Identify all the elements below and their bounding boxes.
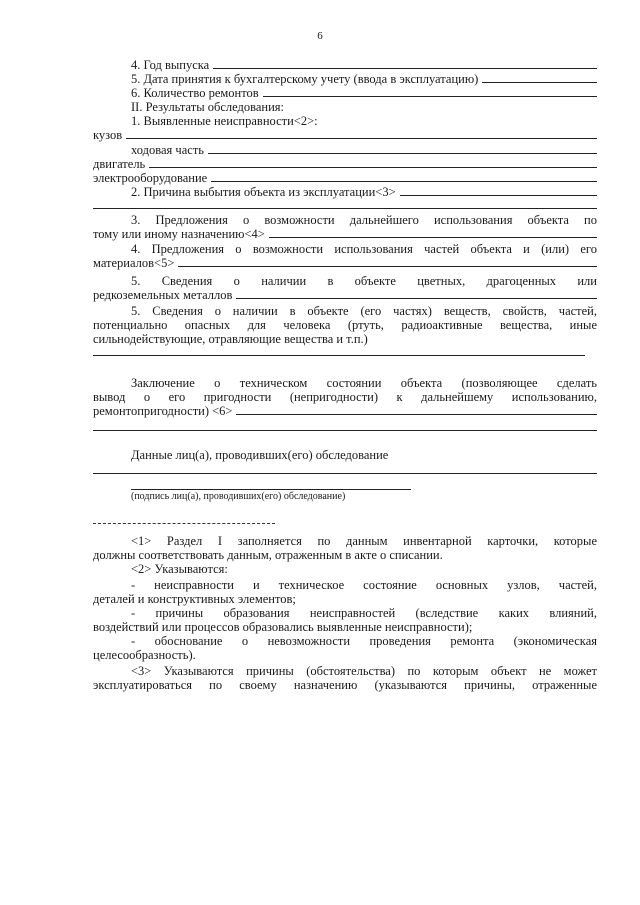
inspectors-label: Данные лиц(а), проводивших(его) обследование bbox=[131, 448, 389, 462]
proposals-use-line2: тому или иному назначению<4> bbox=[93, 227, 265, 241]
proposals-use-row bbox=[93, 227, 597, 241]
footnotes-separator bbox=[93, 523, 275, 524]
signature-caption: (подпись лиц(а), проводивших(его) обследование) bbox=[131, 491, 346, 502]
acceptance-date-label: 5. Дата принятия к бухгалтерскому учету (ввода в эксплуатацию) bbox=[131, 72, 479, 86]
repairs-count-label: 6. Количество ремонтов bbox=[131, 86, 259, 100]
hazardous-info-field[interactable] bbox=[93, 355, 585, 356]
proposals-parts-line1: 4. Предложения о возможности использования частей объекта и (или) его bbox=[131, 242, 597, 256]
chassis-label: ходовая часть bbox=[131, 143, 204, 157]
conclusion-line3: ремонтопригодности) <6> bbox=[93, 404, 233, 418]
proposals-parts-field[interactable] bbox=[178, 266, 597, 267]
proposals-use-field[interactable] bbox=[269, 237, 597, 238]
repairs-count-row bbox=[131, 86, 597, 100]
metals-info-line1: 5. Сведения о наличии в объекте цветных, драгоценных или bbox=[131, 274, 597, 288]
year-of-manufacture-label: 4. Год выпуска bbox=[131, 58, 210, 72]
reason-field[interactable] bbox=[400, 195, 597, 196]
year-of-manufacture-row bbox=[131, 58, 597, 72]
proposals-parts-row bbox=[93, 256, 597, 270]
conclusion-line2: вывод о его пригодности (непригодности) к дальнейшему использованию, bbox=[93, 390, 597, 404]
year-of-manufacture-field[interactable] bbox=[213, 68, 597, 69]
body-label: кузов bbox=[93, 128, 123, 142]
hazardous-info-line2: потенциально опасных для человека (ртуть, радиоактивные вещества, иные bbox=[93, 318, 597, 332]
reason-extra-line[interactable] bbox=[93, 208, 597, 209]
metals-info-field[interactable] bbox=[236, 298, 597, 299]
conclusion-row bbox=[93, 404, 597, 418]
footnote-2-bullet3-line1: - обоснование о невозможности проведения ремонта (экономическая bbox=[131, 634, 597, 648]
hazardous-info-line1: 5. Сведения о наличии в объекте (его частях) веществ, свойств, частей, bbox=[131, 304, 597, 318]
body-row bbox=[93, 128, 597, 142]
hazardous-info-line3: сильнодействующие, отравляющие вещества и т.п.) bbox=[93, 332, 368, 346]
reason-label: 2. Причина выбытия объекта из эксплуатации<3> bbox=[131, 185, 396, 199]
footnote-2-bullet2-line2: воздействий или процессов образовались выявленные неисправности); bbox=[93, 620, 473, 634]
signature-line[interactable] bbox=[131, 489, 411, 490]
electrical-label: электрооборудование bbox=[93, 171, 208, 185]
proposals-use-line1: 3. Предложения о возможности дальнейшего использования объекта по bbox=[131, 213, 597, 227]
reason-row bbox=[131, 185, 597, 199]
section2-title: II. Результаты обследования: bbox=[131, 100, 285, 114]
body-field[interactable] bbox=[126, 138, 597, 139]
electrical-field[interactable] bbox=[211, 181, 597, 182]
footnote-2-title: <2> Указываются: bbox=[131, 562, 228, 576]
footnote-2-bullet3-line2: целесообразность). bbox=[93, 648, 196, 662]
footnote-1-line2: должны соответствовать данным, отраженным в акте о списании. bbox=[93, 548, 443, 562]
repairs-count-field[interactable] bbox=[263, 96, 597, 97]
footnote-3-line1: <3> Указываются причины (обстоятельства) по которым объект не может bbox=[131, 664, 597, 678]
conclusion-field[interactable] bbox=[236, 414, 597, 415]
conclusion-extra-line[interactable] bbox=[93, 430, 597, 431]
conclusion-line1: Заключение о техническом состоянии объекта (позволяющее сделать bbox=[131, 376, 597, 390]
engine-row bbox=[93, 157, 597, 171]
engine-label: двигатель bbox=[93, 157, 146, 171]
electrical-row bbox=[93, 171, 597, 185]
engine-field[interactable] bbox=[149, 167, 597, 168]
chassis-field[interactable] bbox=[208, 153, 597, 154]
footnote-1-line1: <1> Раздел I заполняется по данным инвентарной карточки, которые bbox=[131, 534, 597, 548]
inspectors-field[interactable] bbox=[93, 473, 597, 474]
footnote-2-bullet1-line1: - неисправности и техническое состояние основных узлов, частей, bbox=[131, 578, 597, 592]
proposals-parts-line2: материалов<5> bbox=[93, 256, 175, 270]
footnote-2-bullet2-line1: - причины образования неисправностей (вследствие каких влияний, bbox=[131, 606, 597, 620]
acceptance-date-row bbox=[131, 72, 597, 86]
metals-info-line2: редкоземельных металлов bbox=[93, 288, 233, 302]
footnote-3-line2: эксплуатироваться по своему назначению (указываются причины, отраженные bbox=[93, 678, 597, 692]
footnote-2-bullet1-line2: деталей и конструктивных элементов; bbox=[93, 592, 296, 606]
acceptance-date-field[interactable] bbox=[482, 82, 597, 83]
metals-info-row bbox=[93, 288, 597, 302]
defects-label: 1. Выявленные неисправности<2>: bbox=[131, 114, 318, 128]
page-number: 6 bbox=[317, 30, 323, 42]
chassis-row bbox=[131, 143, 597, 157]
